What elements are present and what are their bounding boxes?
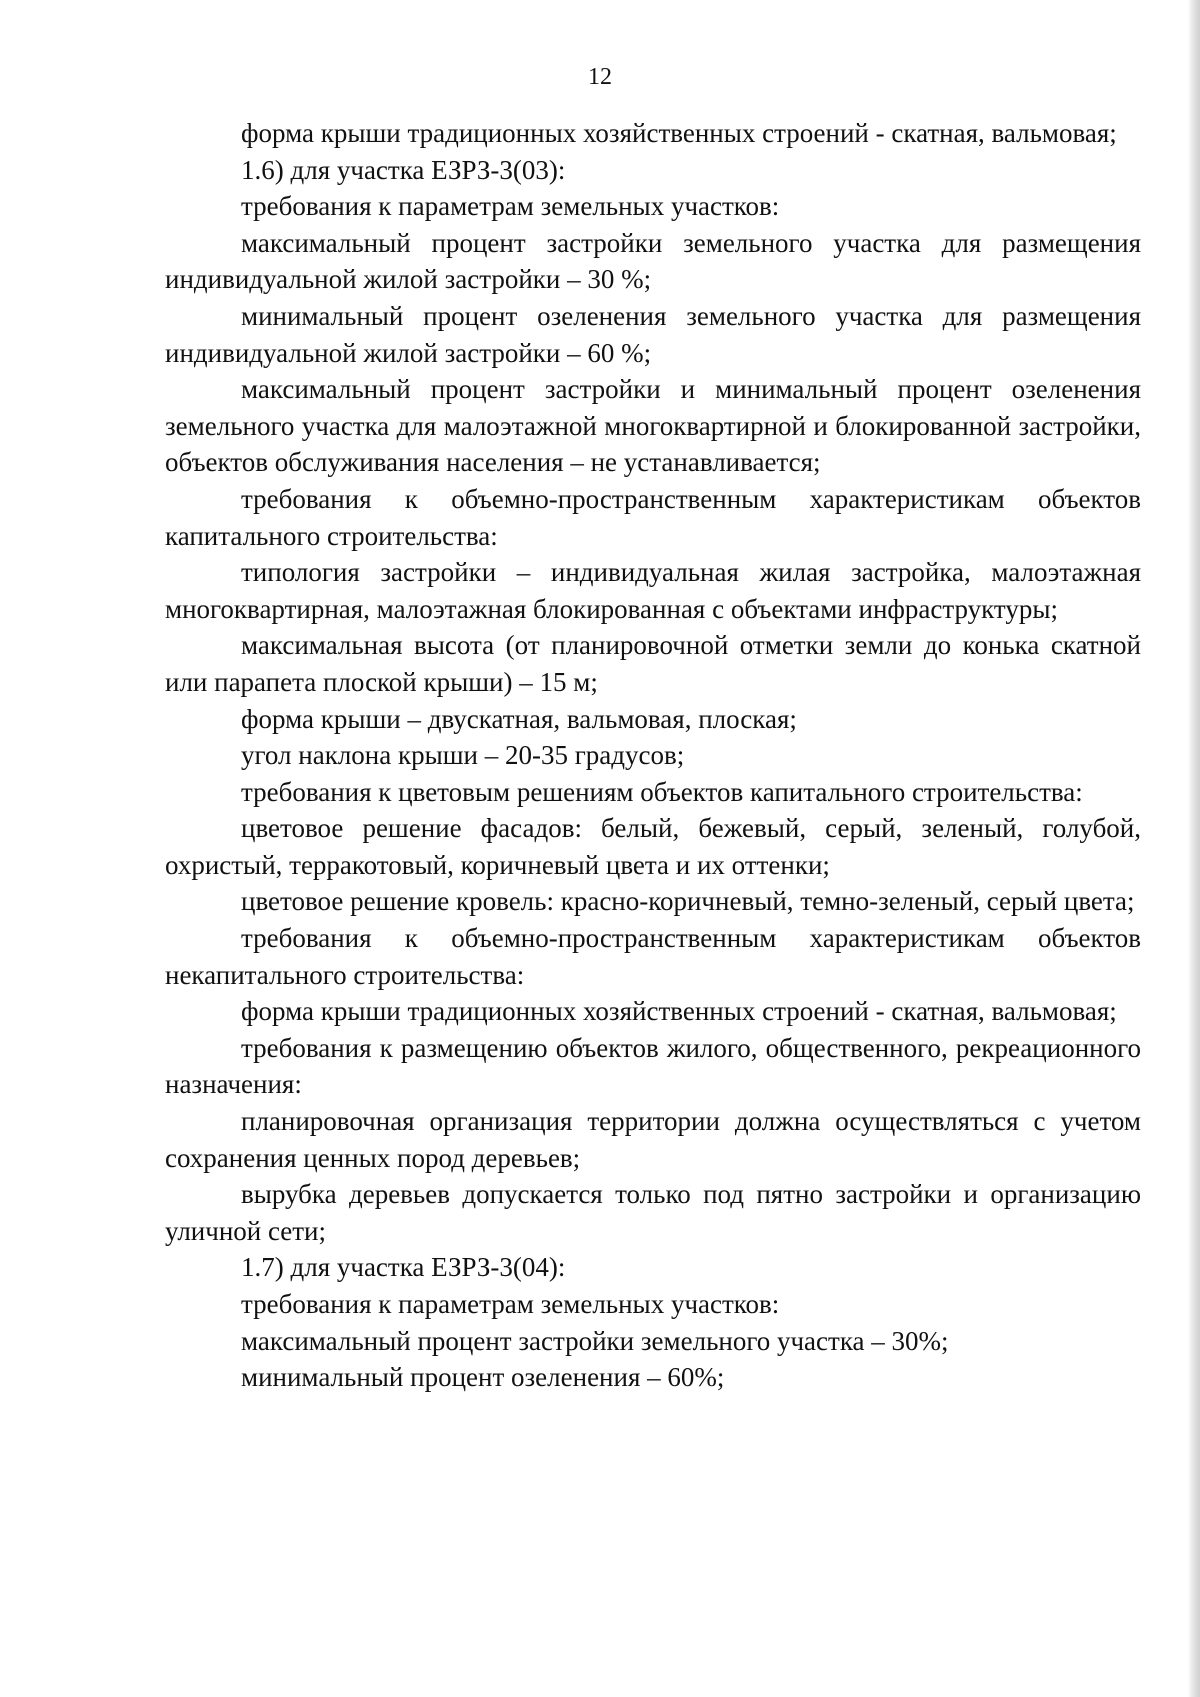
paragraph-min-greening-percent-2: минимальный процент озеленения – 60%;: [241, 1362, 725, 1393]
page-number: 12: [588, 64, 612, 90]
paragraph-noncapital-volume-heading: требования к объемно-пространственным характеристикам объектов некапитального строительства:: [165, 923, 1141, 990]
paragraph-max-height: максимальная высота (от планировочной отметки земли до конька скатной или парапета плоской крыши) – 15 м;: [165, 630, 1141, 697]
paragraph-max-building-percent: максимальный процент застройки земельного участка для размещения индивидуальной жилой застройки – 30 %;: [165, 227, 1141, 295]
scan-edge-shadow: [1188, 0, 1200, 1697]
paragraph-section-1-7: 1.7) для участка ЕЗРЗ-3(04):: [241, 1252, 566, 1283]
paragraph-roof-angle: угол наклона крыши – 20-35 градусов;: [241, 740, 685, 771]
paragraph-tree-preservation: планировочная организация территории должна осуществляться с учетом сохранения ценных пород деревьев;: [165, 1106, 1141, 1173]
paragraph-roof-shape-outbuildings-2: форма крыши традиционных хозяйственных строений - скатная, вальмовая;: [241, 996, 1117, 1027]
paragraph-roof-colors: цветовое решение кровель: красно-коричневый, темно-зеленый, серый цвета;: [241, 886, 1135, 917]
paragraph-roof-shape-outbuildings: форма крыши традиционных хозяйственных строений - скатная, вальмовая;: [241, 118, 1117, 148]
paragraph-color-heading: требования к цветовым решениям объектов капитального строительства:: [241, 776, 1083, 807]
paragraph-not-established: максимальный процент застройки и минимальный процент озеленения земельного участка для малоэтажной многоквартирной и блокированной застройки, объектов обслуживания населения – не устанавливается;: [165, 374, 1141, 478]
paragraph-facade-colors: цветовое решение фасадов: белый, бежевый, серый, зеленый, голубой, охристый, терракотовый, коричневый цвета и их оттенки;: [165, 813, 1141, 880]
paragraph-placement-heading: требования к размещению объектов жилого, общественного, рекреационного назначения:: [165, 1032, 1141, 1100]
body-text: [165, 115, 1141, 1396]
paragraph-land-parameters-heading: требования к параметрам земельных участков:: [241, 191, 780, 222]
paragraph-capital-volume-heading: требования к объемно-пространственным характеристикам объектов капитального строительства:: [165, 483, 1141, 551]
paragraph-typology: типология застройки – индивидуальная жилая застройка, малоэтажная многоквартирная, малоэтажная блокированная с объектами инфраструктуры;: [165, 557, 1141, 624]
paragraph-roof-shape: форма крыши – двускатная, вальмовая, плоская;: [241, 703, 797, 734]
paragraph-section-1-6: 1.6) для участка ЕЗРЗ-3(03):: [241, 154, 566, 185]
paragraph-tree-cutting: вырубка деревьев допускается только под пятно застройки и организацию уличной сети;: [165, 1179, 1141, 1246]
paragraph-land-parameters-heading-2: требования к параметрам земельных участков:: [241, 1289, 780, 1319]
paragraph-max-building-percent-2: максимальный процент застройки земельного участка – 30%;: [241, 1325, 949, 1356]
paragraph-min-greening-percent: минимальный процент озеленения земельного участка для размещения индивидуальной жилой застройки – 60 %;: [165, 300, 1141, 368]
